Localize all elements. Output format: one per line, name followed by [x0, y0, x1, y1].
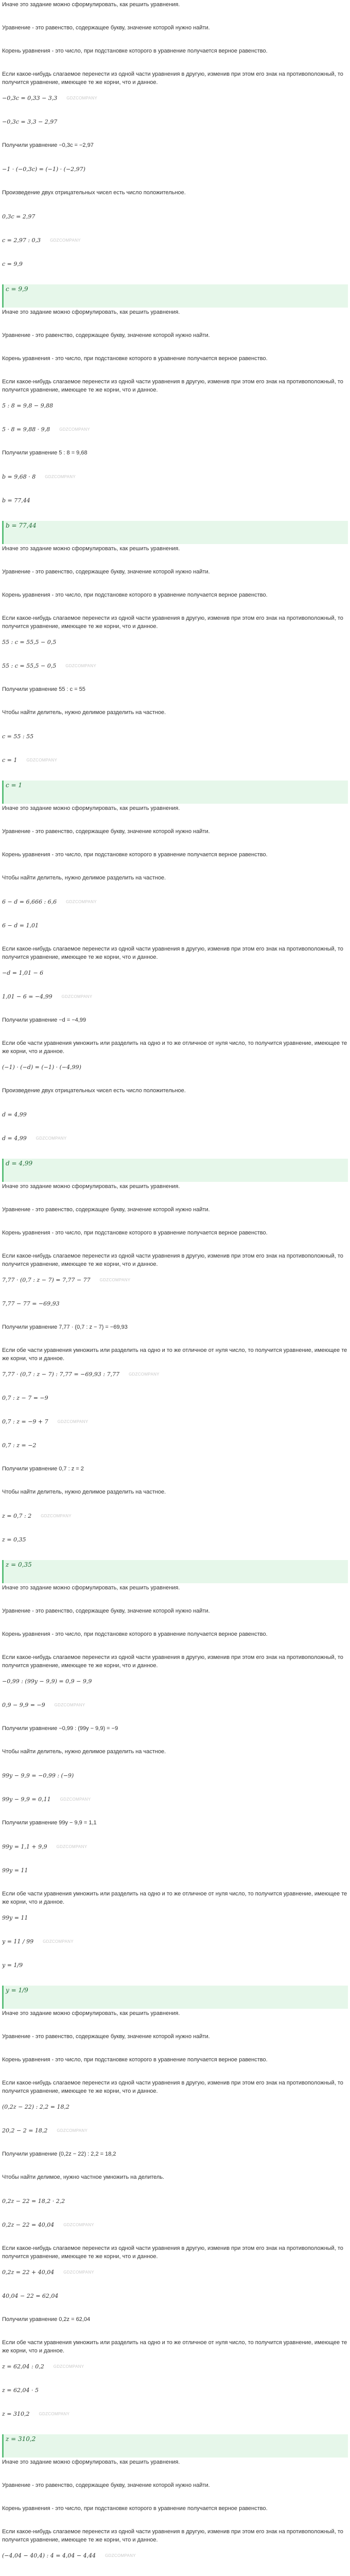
line-text: y = 11 / 99: [2, 1938, 34, 1945]
text-line: [2, 449, 348, 472]
text-line: [2, 1584, 348, 1607]
line-text: Получили уравнение 55 : c = 55: [2, 686, 85, 692]
watermark: GDZCOMPANY: [56, 1844, 87, 1850]
line-text: 0,7 : z = −2: [2, 1442, 37, 1449]
text-line: [2, 1183, 348, 1206]
math-line: [2, 213, 348, 236]
line-text: Если какое-нибудь слагаемое перенести из одной части уравнения в другую, изменив при этом его знак на противоположный, то получится уравнение, имеющее те же корни, что и данное.: [2, 946, 343, 960]
line-text: 7,77 · (0,7 : z − 7) = 7,77 − 77: [2, 1277, 91, 1283]
line-text: z = 0,35: [2, 1536, 26, 1543]
text-line: [2, 545, 348, 568]
watermark: GDZCOMPANY: [41, 1514, 72, 1519]
line-text: Чтобы найти делитель, нужно делимое разделить на частное.: [2, 1749, 166, 1755]
text-line: [2, 1206, 348, 1229]
line-text: Корень уравнения - это число, при подстановке которого в уравнение получается верное равенство.: [2, 2505, 268, 2512]
line-text: Уравнение - это равенство, содержащее букву, значение которой нужно найти.: [2, 1608, 210, 1614]
line-text: Корень уравнения - это число, при подстановке которого в уравнение получается верное равенство.: [2, 2057, 268, 2063]
math-line: [2, 756, 348, 779]
line-text: c = 1: [2, 757, 18, 764]
math-line: [2, 1418, 348, 1441]
watermark: GDZCOMPANY: [129, 1372, 160, 1377]
text-line: [2, 332, 348, 355]
line-text: Уравнение - это равенство, содержащее букву, значение которой нужно найти.: [2, 569, 210, 575]
line-text: 0,2z − 22 = 40,04: [2, 2222, 55, 2228]
line-text: Иначе это задание можно сформулировать, как решить уравнения.: [2, 309, 180, 315]
math-line: [2, 118, 348, 141]
watermark: GDZCOMPANY: [43, 1939, 74, 1944]
line-text: 0,7 : z − 7 = −9: [2, 1395, 48, 1401]
text-line: [2, 568, 348, 591]
math-line: [2, 1111, 348, 1134]
math-line: [2, 1701, 348, 1724]
line-text: Уравнение - это равенство, содержащее букву, значение которой нужно найти.: [2, 25, 210, 31]
text-line: [2, 615, 348, 638]
line-text: Получили уравнение 99y − 9,9 = 1,1: [2, 1820, 97, 1826]
math-line: [2, 1394, 348, 1417]
line-text: z = 310,2: [6, 2435, 36, 2443]
answer-box: [2, 521, 348, 544]
text-line: [2, 851, 348, 874]
text-line: [2, 1748, 348, 1771]
math-line: [2, 1300, 348, 1323]
text-line: [2, 1725, 348, 1748]
line-text: Уравнение - это равенство, содержащее букву, значение которой нужно найти.: [2, 2033, 210, 2040]
math-line: [2, 236, 348, 260]
watermark: GDZCOMPANY: [59, 427, 90, 432]
math-line: [2, 2386, 348, 2410]
answer-box: [2, 1159, 348, 1182]
line-text: Если какое-нибудь слагаемое перенести из одной части уравнения в другую, изменив при этом его знак на противоположный, то получится уравнение, имеющее те же корни, что и данное.: [2, 2080, 343, 2094]
line-text: Получили уравнение (0,2z − 22) : 2,2 = 18,2: [2, 2151, 116, 2157]
text-line: [2, 2339, 348, 2362]
watermark: GDZCOMPANY: [57, 2128, 88, 2133]
line-text: 7,77 − 77 = −69,93: [2, 1300, 60, 1307]
line-text: 0,2z − 22 = 18,2 · 2,2: [2, 2198, 65, 2205]
line-text: (−4,04 − 40,4) : 4 = 4,04 − 4,44: [2, 2552, 96, 2559]
line-text: Уравнение - это равенство, содержащее букву, значение которой нужно найти.: [2, 1207, 210, 1213]
line-text: 55 : c = 55,5 − 0,5: [2, 639, 57, 646]
watermark: GDZCOMPANY: [50, 238, 81, 243]
text-line: [2, 1229, 348, 1252]
line-text: 20,2 − 2 = 18,2: [2, 2127, 48, 2134]
line-text: Если какое-нибудь слагаемое перенести из одной части уравнения в другую, изменив при этом его знак на противоположный, то получится уравнение, имеющее те же корни, что и данное.: [2, 1654, 343, 1669]
answer-box: [2, 2434, 348, 2458]
math-line: [2, 2410, 348, 2433]
watermark: GDZCOMPANY: [61, 994, 93, 999]
line-text: Иначе это задание можно сформулировать, как решить уравнения.: [2, 2459, 180, 2465]
line-text: Уравнение - это равенство, содержащее букву, значение которой нужно найти.: [2, 332, 210, 338]
line-text: z = 62,04 · 5: [2, 2387, 39, 2394]
text-line: [2, 945, 348, 969]
line-text: Получили уравнение 0,2z = 62,04: [2, 2316, 91, 2323]
watermark: GDZCOMPANY: [60, 1797, 91, 1802]
text-line: [2, 591, 348, 615]
line-text: 55 : c = 55,5 − 0,5: [2, 663, 57, 669]
watermark: GDZCOMPANY: [63, 2223, 94, 2228]
line-text: Если какое-нибудь слагаемое перенести из одной части уравнения в другую, изменив при этом его знак на противоположный, то получится уравнение, имеющее те же корни, что и данное.: [2, 1253, 343, 1267]
line-text: Получили уравнение 5 : 8 = 9,68: [2, 450, 87, 456]
line-text: 7,77 · (0,7 : z − 7) : 7,77 = −69,93 : 7,77: [2, 1371, 120, 1378]
line-text: Корень уравнения - это число, при подстановке которого в уравнение получается верное равенство.: [2, 1230, 268, 1236]
line-text: Если обе части уравнения умножить или разделить на одно и то же отличное от нуля число, то получится уравнение, имеющее те же корни, что и данное.: [2, 2340, 347, 2354]
text-line: [2, 828, 348, 851]
line-text: y = 1/9: [6, 1987, 28, 1994]
line-text: Корень уравнения - это число, при подстановке которого в уравнение получается верное равенство.: [2, 48, 268, 54]
math-line: [2, 1772, 348, 1795]
math-line: [2, 1442, 348, 1465]
math-line: [2, 1276, 348, 1299]
text-line: [2, 2150, 348, 2174]
line-text: 5 · 8 = 9,88 · 9,8: [2, 426, 50, 433]
watermark: GDZCOMPANY: [65, 664, 97, 669]
math-line: [2, 1843, 348, 1866]
line-text: Если какое-нибудь слагаемое перенести из одной части уравнения в другую, изменив при этом его знак на противоположный, то получится уравнение, имеющее те же корни, что и данное.: [2, 2245, 343, 2260]
text-line: [2, 686, 348, 709]
math-line: [2, 2221, 348, 2244]
text-line: [2, 2505, 348, 2528]
text-line: [2, 355, 348, 378]
text-line: [2, 309, 348, 332]
line-text: Если обе части уравнения умножить или разделить на одно и то же отличное от нуля число, то получится уравнение, имеющее те же корни, что и данное.: [2, 1040, 347, 1055]
answer-box: [2, 1560, 348, 1583]
line-text: 6 − d = 6,666 : 6,6: [2, 899, 57, 905]
watermark: GDZCOMPANY: [39, 2412, 70, 2417]
math-line: [2, 969, 348, 992]
math-line: [2, 662, 348, 685]
line-text: Чтобы найти делитель, нужно делимое разделить на частное.: [2, 709, 166, 716]
line-text: −1 · (−0,3c) = (−1) · (−2,97): [2, 166, 85, 173]
line-text: Если какое-нибудь слагаемое перенести из одной части уравнения в другую, изменив при этом его знак на противоположный, то получится уравнение, имеющее те же корни, что и данное.: [2, 615, 343, 630]
math-line: [2, 993, 348, 1016]
line-text: −d = 1,01 − 6: [2, 970, 44, 976]
line-text: c = 2,97 : 0,3: [2, 237, 41, 244]
line-text: Произведение двух отрицательных чисел есть число положительное.: [2, 1088, 186, 1094]
line-text: 0,7 : z = −9 + 7: [2, 1418, 48, 1425]
math-line: [2, 1795, 348, 1819]
answer-box: [2, 284, 348, 308]
math-line: [2, 402, 348, 425]
line-text: c = 9,9: [6, 285, 28, 293]
math-line: [2, 165, 348, 189]
text-line: [2, 2010, 348, 2033]
math-line: [2, 1938, 348, 1961]
watermark: GDZCOMPANY: [63, 2270, 94, 2275]
math-line: [2, 1512, 348, 1535]
line-text: 0,9 − 9,9 = −9: [2, 1702, 45, 1708]
watermark: GDZCOMPANY: [66, 900, 97, 905]
line-text: −0,3c = 3,3 − 2,97: [2, 118, 58, 125]
answer-box: [2, 781, 348, 804]
line-text: Чтобы найти делимое, нужно частное умножить на делитель.: [2, 2174, 165, 2180]
math-line: [2, 2103, 348, 2126]
line-text: 99y = 11: [2, 1867, 28, 1874]
math-line: [2, 2268, 348, 2292]
text-line: [2, 2174, 348, 2197]
line-text: (0,2z − 22) : 2,2 = 18,2: [2, 2104, 69, 2110]
math-line: [2, 1536, 348, 1559]
line-text: b = 9,68 · 8: [2, 473, 36, 480]
line-text: 0,3c = 2,97: [2, 213, 36, 220]
text-line: [2, 142, 348, 165]
text-line: [2, 1016, 348, 1040]
line-text: Получили уравнение −0,99 : (99y − 9,9) = −9: [2, 1725, 118, 1732]
line-text: Получили уравнение −0,3c = −2,97: [2, 142, 94, 148]
text-line: [2, 1607, 348, 1631]
answer-box: [2, 1986, 348, 2009]
line-text: Если какое-нибудь слагаемое перенести из одной части уравнения в другую, изменив при этом его знак на противоположный, то получится уравнение, имеющее те же корни, что и данное.: [2, 379, 343, 393]
math-line: [2, 638, 348, 662]
line-text: z = 62,04 : 0,2: [2, 2363, 44, 2370]
line-text: Корень уравнения - это число, при подстановке которого в уравнение получается верное равенство.: [2, 355, 268, 362]
text-line: [2, 378, 348, 401]
line-text: c = 1: [6, 782, 23, 789]
text-line: [2, 71, 348, 94]
watermark: GDZCOMPANY: [66, 96, 98, 101]
text-line: [2, 1347, 348, 1370]
line-text: c = 9,9: [2, 261, 23, 267]
math-line: [2, 922, 348, 945]
text-line: [2, 1, 348, 24]
line-text: (−1) · (−d) = (−1) · (−4,99): [2, 1064, 81, 1071]
math-line: [2, 1961, 348, 1985]
line-text: Иначе это задание можно сформулировать, как решить уравнения.: [2, 2010, 180, 2016]
watermark: GDZCOMPANY: [53, 2364, 84, 2369]
line-text: b = 77,44: [2, 497, 30, 504]
text-line: [2, 1040, 348, 1063]
text-line: [2, 2079, 348, 2103]
text-line: [2, 189, 348, 212]
line-text: 99y = 11: [2, 1914, 28, 1921]
text-line: [2, 2056, 348, 2079]
text-line: [2, 1631, 348, 1654]
watermark: GDZCOMPANY: [54, 1703, 85, 1708]
line-text: Чтобы найти делитель, нужно делимое разделить на частное.: [2, 875, 166, 881]
math-line: [2, 2197, 348, 2221]
text-line: [2, 1890, 348, 1913]
line-text: c = 55 : 55: [2, 733, 34, 740]
line-text: Если какое-нибудь слагаемое перенести из одной части уравнения в другую, изменив при этом его знак на противоположный, то получится уравнение, имеющее те же корни, что и данное.: [2, 2529, 343, 2543]
math-line: [2, 497, 348, 520]
line-text: 99y − 9,9 = 0,11: [2, 1796, 51, 1803]
watermark: GDZCOMPANY: [45, 474, 76, 480]
line-text: Корень уравнения - это число, при подстановке которого в уравнение получается верное равенство.: [2, 592, 268, 598]
math-line: [2, 2552, 348, 2575]
line-text: d = 4,99: [6, 1160, 33, 1167]
line-text: −0,3c = 0,33 − 3,3: [2, 95, 58, 101]
text-line: [2, 2459, 348, 2482]
text-line: [2, 24, 348, 47]
line-text: Произведение двух отрицательных чисел есть число положительное.: [2, 190, 186, 196]
text-line: [2, 874, 348, 897]
text-line: [2, 805, 348, 828]
line-text: 99y − 9,9 = −0,99 : (−9): [2, 1772, 74, 1779]
line-text: Уравнение - это равенство, содержащее букву, значение которой нужно найти.: [2, 2482, 210, 2488]
line-text: z = 0,7 : 2: [2, 1513, 32, 1519]
math-line: [2, 733, 348, 756]
watermark: GDZCOMPANY: [99, 1278, 131, 1283]
line-text: Иначе это задание можно сформулировать, как решить уравнения.: [2, 1183, 180, 1190]
line-text: z = 0,35: [6, 1561, 32, 1568]
watermark: GDZCOMPANY: [57, 1419, 89, 1425]
line-text: Чтобы найти делитель, нужно делимое разделить на частное.: [2, 1489, 166, 1495]
line-text: Если обе части уравнения умножить или разделить на одно и то же отличное от нуля число, то получится уравнение, имеющее те же корни, что и данное.: [2, 1347, 347, 1362]
line-text: Иначе это задание можно сформулировать, как решить уравнения.: [2, 2, 180, 8]
math-line: [2, 1370, 348, 1394]
line-text: Если какое-нибудь слагаемое перенести из одной части уравнения в другую, изменив при этом его знак на противоположный, то получится уравнение, имеющее те же корни, что и данное.: [2, 71, 343, 86]
math-line: [2, 260, 348, 283]
line-text: b = 77,44: [6, 522, 37, 529]
text-line: [2, 709, 348, 732]
line-text: 40,04 − 22 = 62,04: [2, 2293, 59, 2299]
line-text: 6 − d = 1,01: [2, 922, 39, 929]
line-text: Получили уравнение 0,7 : z = 2: [2, 1466, 84, 1472]
line-text: Иначе это задание можно сформулировать, как решить уравнения.: [2, 546, 180, 552]
line-text: y = 1/9: [2, 1962, 23, 1969]
text-line: [2, 2245, 348, 2268]
text-line: [2, 1252, 348, 1276]
line-text: Корень уравнения - это число, при подстановке которого в уравнение получается верное равенство.: [2, 1631, 268, 1637]
line-text: d = 4,99: [2, 1135, 27, 1142]
line-text: d = 4,99: [2, 1111, 27, 1118]
math-line: [2, 2127, 348, 2150]
text-line: [2, 2316, 348, 2339]
math-line: [2, 1134, 348, 1158]
math-line: [2, 1867, 348, 1890]
line-text: Иначе это задание можно сформулировать, как решить уравнения.: [2, 805, 180, 811]
text-line: [2, 2528, 348, 2551]
math-line: [2, 2292, 348, 2315]
line-text: Если обе части уравнения умножить или разделить на одно и то же отличное от нуля число, то получится уравнение, имеющее те же корни, что и данное.: [2, 1891, 347, 1905]
line-text: 0,2z = 22 + 40,04: [2, 2269, 55, 2276]
math-line: [2, 1063, 348, 1087]
watermark: GDZCOMPANY: [105, 2553, 136, 2558]
text-line: [2, 1465, 348, 1488]
line-text: −0,99 : (99y − 9,9) = 0,9 − 9,9: [2, 1678, 92, 1685]
watermark: GDZCOMPANY: [26, 758, 58, 763]
math-line: [2, 426, 348, 449]
text-line: [2, 1488, 348, 1512]
line-text: 5 : 8 = 9,8 − 9,88: [2, 402, 54, 409]
math-line: [2, 2363, 348, 2386]
math-line: [2, 1677, 348, 1701]
math-line: [2, 898, 348, 921]
line-text: z = 310,2: [2, 2411, 30, 2417]
watermark: GDZCOMPANY: [36, 1136, 67, 1141]
line-text: Получили уравнение −d = −4,99: [2, 1017, 86, 1023]
math-line: [2, 94, 348, 117]
text-line: [2, 1087, 348, 1110]
line-text: Уравнение - это равенство, содержащее букву, значение которой нужно найти.: [2, 828, 210, 835]
math-line: [2, 473, 348, 496]
text-line: [2, 1654, 348, 1677]
text-line: [2, 2033, 348, 2056]
text-line: [2, 47, 348, 71]
text-line: [2, 1819, 348, 1842]
line-text: Корень уравнения - это число, при подстановке которого в уравнение получается верное равенство.: [2, 852, 268, 858]
math-line: [2, 1914, 348, 1937]
line-text: 99y = 1,1 + 9,9: [2, 1843, 47, 1850]
line-text: 1,01 − 6 = −4,99: [2, 993, 52, 1000]
text-line: [2, 2482, 348, 2505]
text-line: [2, 1324, 348, 1347]
line-text: Получили уравнение 7,77 · (0,7 : z − 7) = −69,93: [2, 1324, 128, 1330]
line-text: Иначе это задание можно сформулировать, как решить уравнения.: [2, 1585, 180, 1591]
